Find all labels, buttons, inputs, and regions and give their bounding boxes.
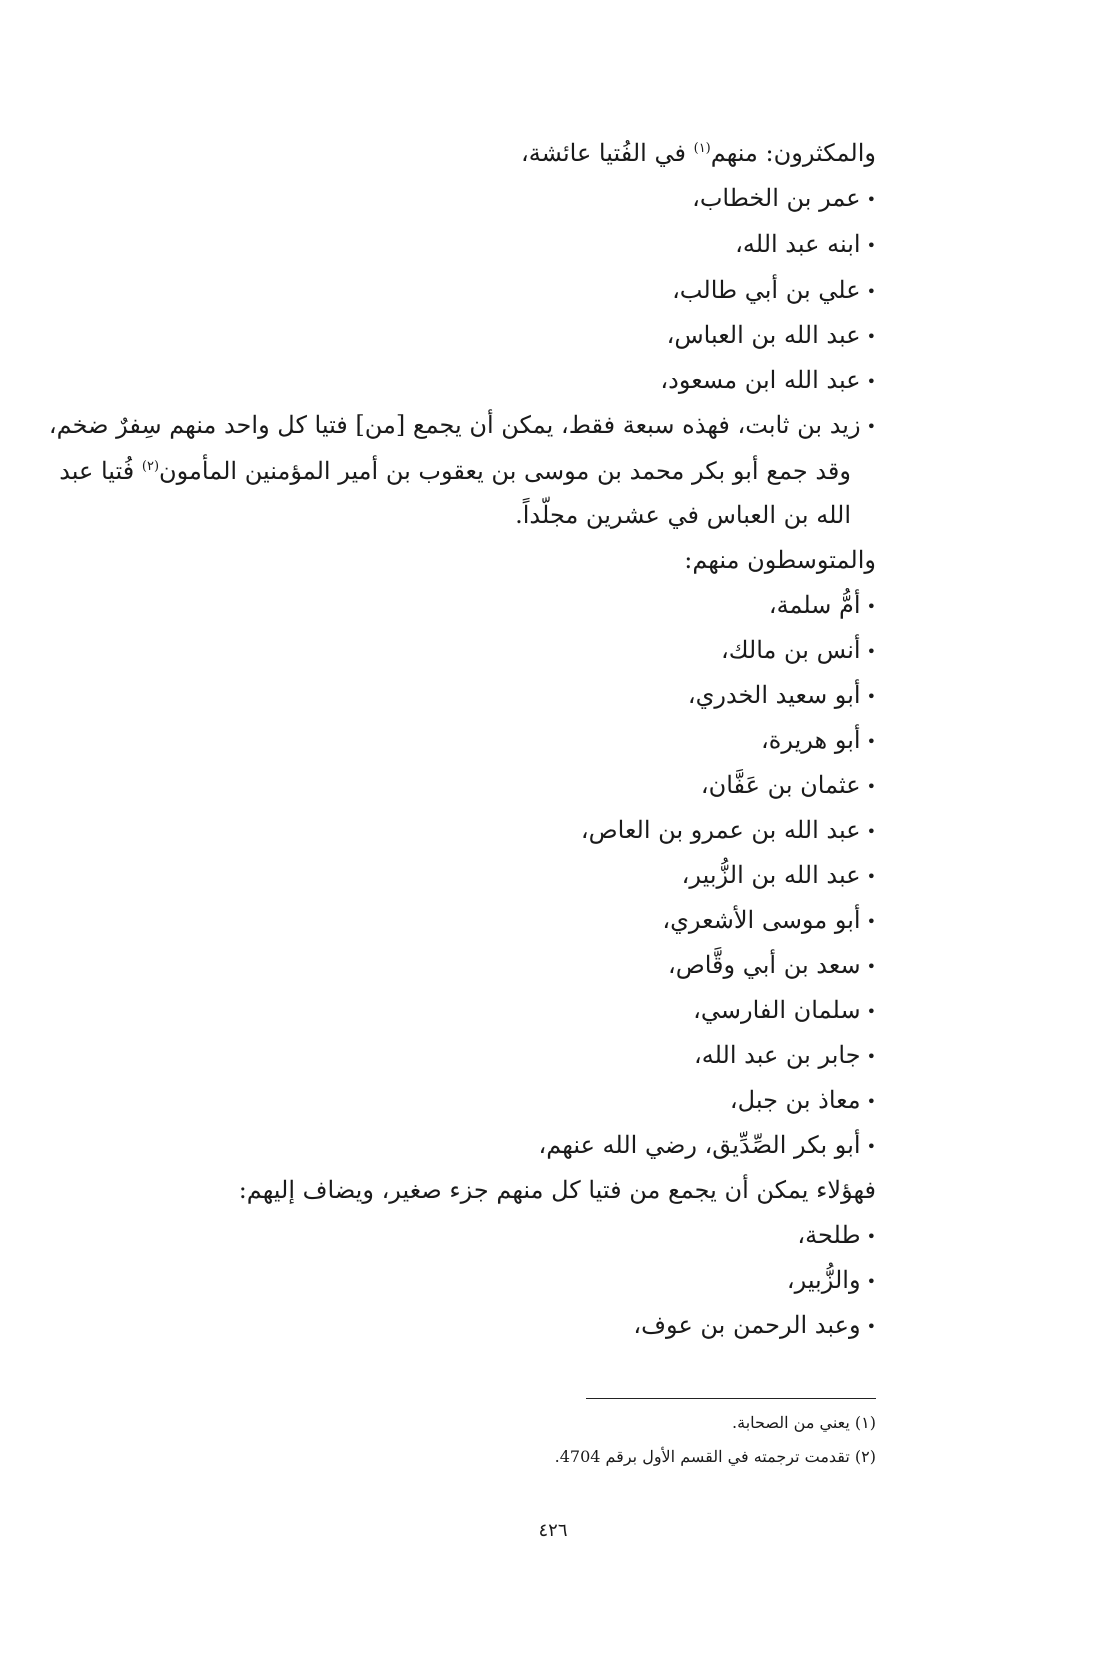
footnote-2: (٢) تقدمت ترجمته في القسم الأول برقم 4704. xyxy=(554,1447,876,1466)
bullet-icon: • xyxy=(866,731,876,751)
middle-heading: والمتوسطون منهم: xyxy=(684,546,876,574)
list-item: •والزُّبير، xyxy=(787,1265,876,1297)
bullet-icon: • xyxy=(866,416,876,436)
zaid-line: •زيد بن ثابت، فهذه سبعة فقط، يمكن أن يجمع [من] فتيا كل واحد منهم سِفرٌ ضخم، xyxy=(90,410,876,442)
list-item: •ابنه عبد الله، xyxy=(735,229,876,261)
bullet-icon: • xyxy=(866,326,876,346)
bullet-icon: • xyxy=(866,596,876,616)
list-item: •علي بن أبي طالب، xyxy=(672,275,876,307)
bullet-icon: • xyxy=(866,281,876,301)
bullet-icon: • xyxy=(866,956,876,976)
bullet-icon: • xyxy=(866,1046,876,1066)
bullet-icon: • xyxy=(866,821,876,841)
bullet-icon: • xyxy=(866,641,876,661)
bullet-icon: • xyxy=(866,235,876,255)
footnote-1: (١) يعني من الصحابة. xyxy=(732,1413,876,1432)
intro-line xyxy=(521,138,876,168)
list-item: •عبد الله بن العباس، xyxy=(667,320,876,352)
bullet-icon: • xyxy=(866,1316,876,1336)
bullet-icon: • xyxy=(866,866,876,886)
bullet-icon: • xyxy=(866,1001,876,1021)
list-item: •معاذ بن جبل، xyxy=(730,1085,876,1117)
list-item: •عبد الله ابن مسعود، xyxy=(660,365,876,397)
list-item: •أبو هريرة، xyxy=(761,725,876,757)
list-item: •وعبد الرحمن بن عوف، xyxy=(633,1310,876,1342)
list-item: •أنس بن مالك، xyxy=(721,635,876,667)
list-item: •جابر بن عبد الله، xyxy=(694,1040,876,1072)
footnote-ref-2: (٢) xyxy=(141,459,160,474)
page-number: ٤٢٦ xyxy=(538,1520,568,1541)
list-item: •طلحة، xyxy=(797,1220,876,1252)
footnote-divider xyxy=(586,1398,876,1399)
footnote-ref-1: (١) xyxy=(693,141,711,156)
list-item: •عثمان بن عَفَّان، xyxy=(701,770,876,802)
list-item: •أبو سعيد الخدري، xyxy=(688,680,876,712)
intro-tail: في الفُتيا عائشة، xyxy=(520,139,686,167)
compiled-line: وقد جمع أبو بكر محمد بن موسى بن يعقوب بن أمير المؤمنين المأمون$^{(٢)}$ فُتيا عبد xyxy=(59,457,851,485)
bullet-icon: • xyxy=(866,1226,876,1246)
list-item: •عبد الله بن عمرو بن العاص، xyxy=(581,815,876,847)
bullet-icon: • xyxy=(866,1136,876,1156)
compiled-line-end: الله بن العباس في عشرين مجلّداً. xyxy=(515,501,851,529)
intro-text: والمكثرون: منهم xyxy=(710,139,876,167)
list-item: •عمر بن الخطاب، xyxy=(692,183,876,215)
list-item: •أبو موسى الأشعري، xyxy=(662,905,876,937)
bullet-icon: • xyxy=(866,776,876,796)
list-item: •سعد بن أبي وقَّاص، xyxy=(668,950,876,982)
list-item: •سلمان الفارسي، xyxy=(693,995,876,1027)
list-item: •أبو بكر الصِّدِّيق، رضي الله عنهم، xyxy=(539,1130,876,1162)
bullet-icon: • xyxy=(866,911,876,931)
bullet-icon: • xyxy=(866,1271,876,1291)
bullet-icon: • xyxy=(866,189,876,209)
bullet-icon: • xyxy=(866,371,876,391)
bullet-icon: • xyxy=(866,1091,876,1111)
list-item: •عبد الله بن الزُّبير، xyxy=(682,860,876,892)
these-line: فهؤلاء يمكن أن يجمع من فتيا كل منهم جزء صغير، ويضاف إليهم: xyxy=(238,1176,876,1204)
list-item: •أمُّ سلمة، xyxy=(769,590,876,622)
bullet-icon: • xyxy=(866,686,876,706)
